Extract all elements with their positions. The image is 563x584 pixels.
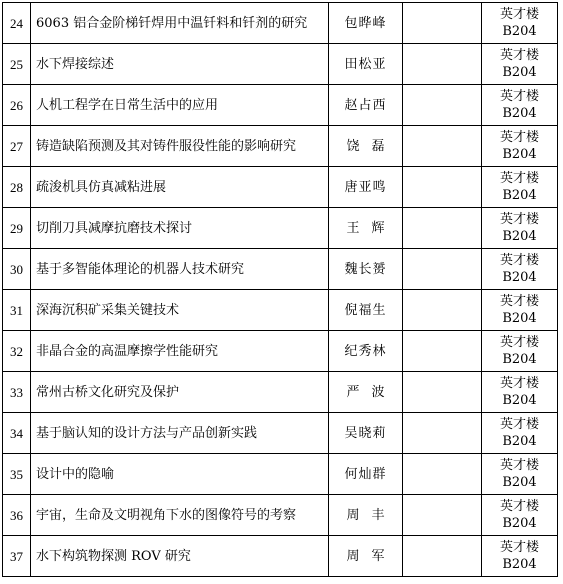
venue-building: 英才楼 <box>499 48 539 63</box>
empty-cell <box>403 454 482 495</box>
empty-cell <box>403 85 482 126</box>
speaker-name: 倪福生 <box>329 290 403 331</box>
table-row <box>3 290 558 331</box>
empty-cell <box>403 331 482 372</box>
table-row <box>3 495 558 536</box>
lecture-title: 深海沉积矿采集关键技术 <box>31 290 329 331</box>
lecture-title: 铸造缺陷预测及其对铸件服役性能的影响研究 <box>31 126 329 167</box>
venue-room: B204 <box>502 106 537 121</box>
venue-room: B204 <box>502 229 537 244</box>
table-row <box>3 44 558 85</box>
speaker-name: 周军 <box>329 536 403 577</box>
speaker-name: 田松亚 <box>329 44 403 85</box>
venue-building: 英才楼 <box>499 294 539 309</box>
table-row <box>3 208 558 249</box>
venue-building: 英才楼 <box>499 7 539 22</box>
table-row <box>3 167 558 208</box>
empty-cell <box>403 249 482 290</box>
table-row <box>3 85 558 126</box>
row-number: 35 <box>3 454 31 495</box>
venue-cell <box>482 290 558 331</box>
empty-cell <box>403 208 482 249</box>
venue-cell <box>482 208 558 249</box>
speaker-name: 严波 <box>329 372 403 413</box>
venue-cell <box>482 536 558 577</box>
empty-cell <box>403 413 482 454</box>
venue-room: B204 <box>502 393 537 408</box>
speaker-name: 纪秀林 <box>329 331 403 372</box>
lecture-title: 常州古桥文化研究及保护 <box>31 372 329 413</box>
row-number: 34 <box>3 413 31 454</box>
lecture-title: 疏浚机具仿真减粘进展 <box>31 167 329 208</box>
empty-cell <box>403 3 482 44</box>
row-number: 26 <box>3 85 31 126</box>
empty-cell <box>403 290 482 331</box>
venue-building: 英才楼 <box>499 171 539 186</box>
row-number: 29 <box>3 208 31 249</box>
lecture-title: 宇宙，生命及文明视角下水的图像符号的考察 <box>31 495 329 536</box>
empty-cell <box>403 126 482 167</box>
row-number: 27 <box>3 126 31 167</box>
venue-room: B204 <box>502 352 537 367</box>
venue-cell <box>482 331 558 372</box>
row-number: 37 <box>3 536 31 577</box>
venue-building: 英才楼 <box>499 499 539 514</box>
speaker-name: 吴晓莉 <box>329 413 403 454</box>
venue-building: 英才楼 <box>499 540 539 555</box>
speaker-name: 周丰 <box>329 495 403 536</box>
table-row <box>3 454 558 495</box>
row-number: 33 <box>3 372 31 413</box>
row-number: 31 <box>3 290 31 331</box>
row-number: 30 <box>3 249 31 290</box>
table-row <box>3 536 558 577</box>
table-row <box>3 331 558 372</box>
lecture-title: 设计中的隐喻 <box>31 454 329 495</box>
empty-cell <box>403 536 482 577</box>
venue-room: B204 <box>502 188 537 203</box>
venue-cell <box>482 85 558 126</box>
row-number: 32 <box>3 331 31 372</box>
speaker-name: 唐亚鸣 <box>329 167 403 208</box>
lecture-title: 基于脑认知的设计方法与产品创新实践 <box>31 413 329 454</box>
speaker-name: 魏长赟 <box>329 249 403 290</box>
lecture-title: 6063 铝合金阶梯钎焊用中温钎料和钎剂的研究 <box>31 3 329 44</box>
venue-cell <box>482 44 558 85</box>
venue-cell <box>482 3 558 44</box>
venue-cell <box>482 454 558 495</box>
empty-cell <box>403 44 482 85</box>
venue-room: B204 <box>502 270 537 285</box>
venue-cell <box>482 413 558 454</box>
venue-room: B204 <box>502 434 537 449</box>
venue-building: 英才楼 <box>499 458 539 473</box>
venue-building: 英才楼 <box>499 376 539 391</box>
venue-building: 英才楼 <box>499 89 539 104</box>
lecture-title: 切削刀具减摩抗磨技术探讨 <box>31 208 329 249</box>
table-row <box>3 249 558 290</box>
lecture-title: 水下构筑物探测 ROV 研究 <box>31 536 329 577</box>
row-number: 24 <box>3 3 31 44</box>
venue-room: B204 <box>502 311 537 326</box>
venue-cell <box>482 495 558 536</box>
empty-cell <box>403 495 482 536</box>
speaker-name: 包晔峰 <box>329 3 403 44</box>
venue-building: 英才楼 <box>499 130 539 145</box>
lecture-title: 人机工程学在日常生活中的应用 <box>31 85 329 126</box>
speaker-name: 王辉 <box>329 208 403 249</box>
table-row <box>3 126 558 167</box>
venue-building: 英才楼 <box>499 253 539 268</box>
venue-cell <box>482 249 558 290</box>
lecture-title: 基于多智能体理论的机器人技术研究 <box>31 249 329 290</box>
lecture-schedule-table <box>2 2 558 577</box>
venue-building: 英才楼 <box>499 335 539 350</box>
table-body <box>3 3 558 577</box>
venue-cell <box>482 372 558 413</box>
venue-room: B204 <box>502 475 537 490</box>
venue-building: 英才楼 <box>499 417 539 432</box>
venue-cell <box>482 126 558 167</box>
speaker-name: 何灿群 <box>329 454 403 495</box>
lecture-table-container <box>2 2 558 577</box>
venue-room: B204 <box>502 65 537 80</box>
speaker-name: 赵占西 <box>329 85 403 126</box>
venue-building: 英才楼 <box>499 212 539 227</box>
row-number: 25 <box>3 44 31 85</box>
speaker-name: 饶磊 <box>329 126 403 167</box>
empty-cell <box>403 372 482 413</box>
venue-room: B204 <box>502 516 537 531</box>
venue-room: B204 <box>502 557 537 572</box>
empty-cell <box>403 167 482 208</box>
lecture-title: 水下焊接综述 <box>31 44 329 85</box>
venue-cell <box>482 167 558 208</box>
venue-room: B204 <box>502 147 537 162</box>
venue-room: B204 <box>502 24 537 39</box>
lecture-title: 非晶合金的高温摩擦学性能研究 <box>31 331 329 372</box>
row-number: 36 <box>3 495 31 536</box>
table-row <box>3 413 558 454</box>
table-row <box>3 372 558 413</box>
table-row <box>3 3 558 44</box>
row-number: 28 <box>3 167 31 208</box>
